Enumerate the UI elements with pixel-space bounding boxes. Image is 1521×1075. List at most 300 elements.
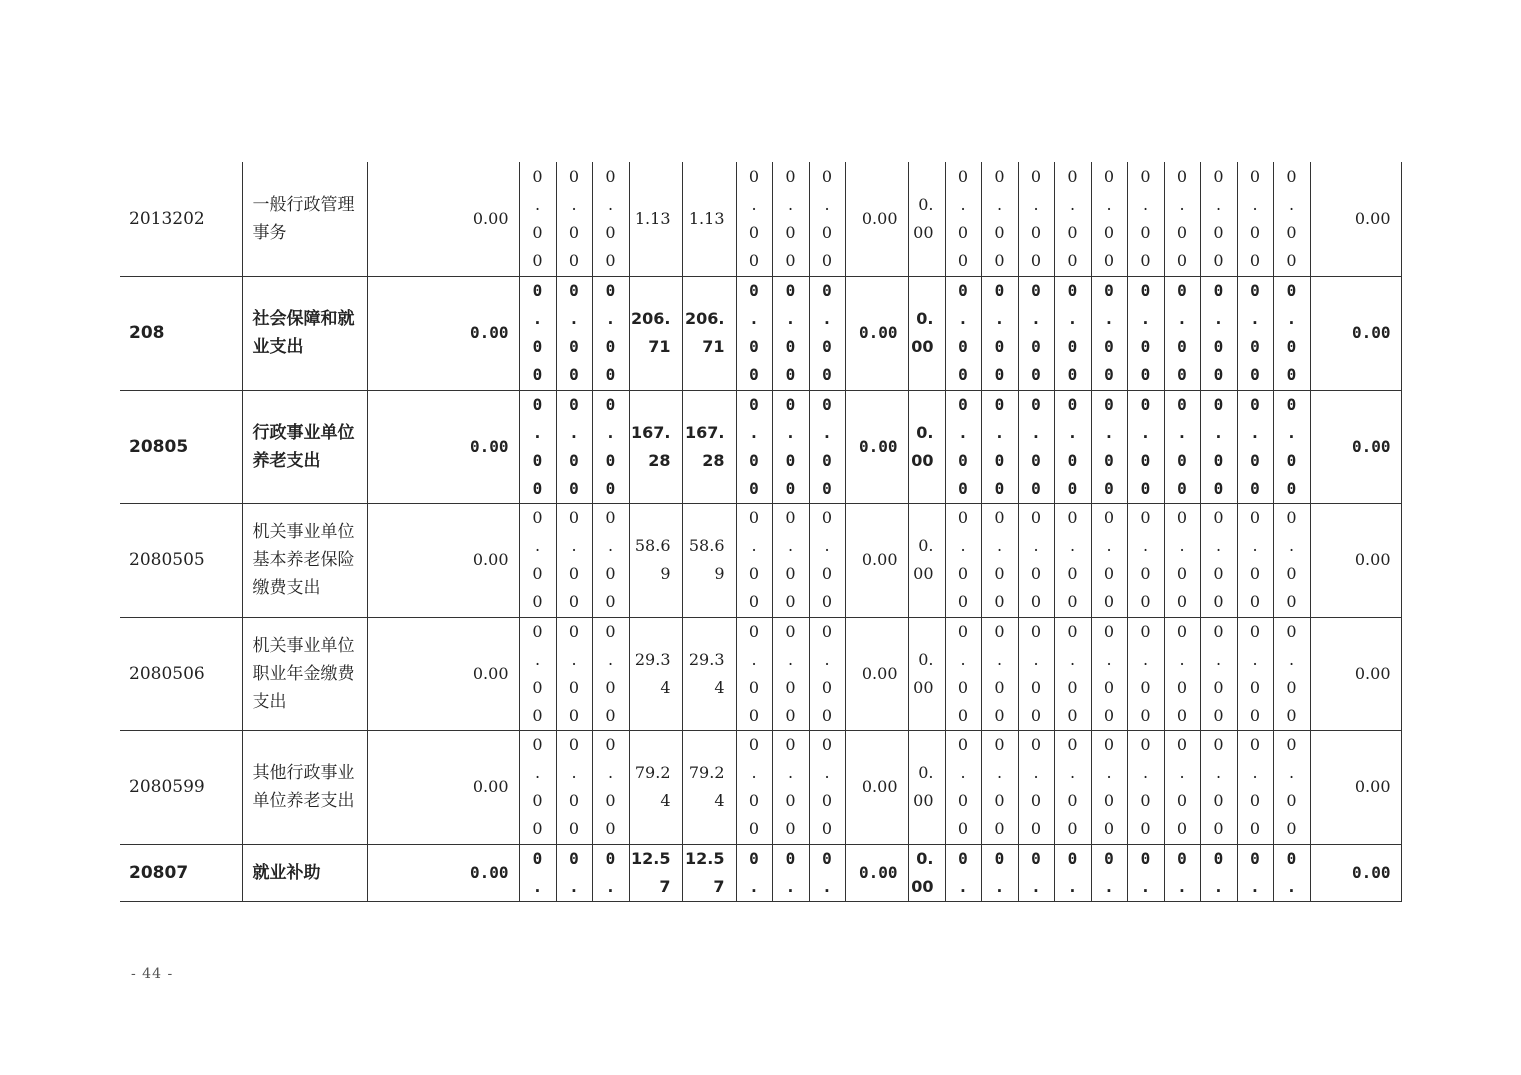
digit-char: 0 bbox=[1140, 791, 1151, 810]
amount-cell: 29.34 bbox=[629, 617, 682, 730]
zero-cell bbox=[736, 730, 772, 844]
total-cell: 0.00 bbox=[1310, 730, 1401, 844]
digit-char: . bbox=[960, 194, 966, 214]
digit-stack bbox=[773, 618, 809, 730]
digit-char: 0 bbox=[1286, 621, 1297, 641]
digit-char: 0 bbox=[822, 394, 832, 414]
digit-stack bbox=[1019, 163, 1054, 275]
amount-cell: 0.00 bbox=[367, 390, 519, 503]
digit-char: 0 bbox=[785, 735, 796, 754]
digit-char: 0 bbox=[1176, 222, 1188, 242]
digit-char: 0 bbox=[1103, 508, 1115, 527]
zero-cell bbox=[1164, 276, 1200, 390]
digit-char: 0 bbox=[1031, 365, 1041, 384]
digit-char: . bbox=[605, 309, 616, 328]
digit-char: 0 bbox=[1067, 365, 1078, 384]
zero-cell bbox=[772, 162, 809, 276]
table-row bbox=[120, 390, 1401, 503]
amount-cell: 0.00 bbox=[367, 503, 519, 617]
digit-char: 0 bbox=[605, 478, 616, 498]
digit-char: 0 bbox=[1140, 394, 1151, 414]
digit-char: 0 bbox=[569, 450, 579, 470]
amount-cell: 0.00 bbox=[908, 390, 945, 503]
digit-char: 0 bbox=[1249, 735, 1261, 754]
zero-cell bbox=[1164, 503, 1200, 617]
zero-cell bbox=[1091, 276, 1127, 390]
digit-char: 0 bbox=[1249, 705, 1261, 725]
zero-cell bbox=[945, 276, 981, 390]
digit-stack bbox=[810, 504, 845, 616]
digit-char: . bbox=[534, 649, 541, 669]
digit-char: 0 bbox=[1031, 848, 1041, 868]
digit-char: . bbox=[1288, 763, 1295, 782]
digit-char: 0 bbox=[1286, 281, 1297, 300]
zero-cell bbox=[772, 390, 809, 503]
amount-cell: 0.00 bbox=[845, 162, 908, 276]
digit-char: 0 bbox=[1286, 705, 1297, 725]
digit-char: 0 bbox=[958, 394, 968, 414]
digit-stack bbox=[982, 618, 1018, 730]
digit-char: 0 bbox=[605, 592, 616, 611]
digit-char: 0 bbox=[785, 677, 796, 697]
digit-char: 0 bbox=[568, 592, 580, 611]
digit-char: 0 bbox=[1067, 621, 1078, 641]
digit-stack bbox=[1238, 277, 1273, 389]
digit-stack bbox=[1238, 731, 1273, 843]
digit-char: 0 bbox=[994, 621, 1005, 641]
digit-char: 0 bbox=[568, 677, 580, 697]
digit-char: . bbox=[785, 876, 796, 896]
digit-char: 0 bbox=[568, 508, 580, 527]
digit-char: 0 bbox=[958, 365, 968, 384]
digit-char: . bbox=[1179, 763, 1185, 782]
digit-char: . bbox=[534, 763, 541, 782]
zero-cell bbox=[1054, 617, 1091, 730]
zero-cell bbox=[736, 617, 772, 730]
zero-cell bbox=[772, 730, 809, 844]
digit-char: . bbox=[605, 876, 616, 896]
digit-stack bbox=[1274, 391, 1310, 503]
digit-stack bbox=[773, 163, 809, 275]
digit-char: 0 bbox=[605, 705, 616, 725]
digit-stack bbox=[773, 504, 809, 616]
zero-cell bbox=[1091, 844, 1127, 901]
digit-char: . bbox=[958, 309, 968, 328]
digit-char: 0 bbox=[1104, 281, 1114, 300]
digit-stack bbox=[946, 391, 981, 503]
amount-cell: 79.24 bbox=[629, 730, 682, 844]
digit-stack bbox=[946, 618, 981, 730]
digit-char: . bbox=[1177, 422, 1187, 442]
digit-stack bbox=[982, 391, 1018, 503]
digit-stack bbox=[593, 163, 629, 275]
digit-char: 0 bbox=[1286, 677, 1297, 697]
digit-stack bbox=[1128, 391, 1164, 503]
digit-char: . bbox=[1069, 763, 1076, 782]
row-code: 20807 bbox=[120, 844, 242, 901]
digit-char: 0 bbox=[994, 394, 1005, 414]
digit-char: 0 bbox=[1067, 677, 1078, 697]
digit-char: . bbox=[1213, 876, 1224, 896]
digit-char: 0 bbox=[1140, 337, 1151, 356]
digit-stack bbox=[1019, 504, 1054, 616]
digit-char: 0 bbox=[785, 592, 796, 611]
digit-char: 0 bbox=[1213, 394, 1224, 414]
digit-char: 0 bbox=[1030, 250, 1042, 270]
digit-char: . bbox=[1106, 649, 1112, 669]
total-cell: 0.00 bbox=[1310, 162, 1401, 276]
digit-stack bbox=[557, 618, 592, 730]
zero-cell bbox=[1273, 390, 1310, 503]
digit-char: 0 bbox=[568, 735, 580, 754]
digit-stack bbox=[1092, 504, 1127, 616]
amount-cell: 167.28 bbox=[629, 390, 682, 503]
digit-char: . bbox=[1288, 536, 1295, 555]
digit-stack bbox=[1019, 731, 1054, 843]
digit-stack bbox=[557, 845, 592, 901]
digit-stack bbox=[737, 731, 772, 843]
zero-cell bbox=[519, 390, 556, 503]
digit-char: 0 bbox=[605, 450, 616, 470]
digit-char: 0 bbox=[1249, 166, 1261, 186]
digit-char: 0 bbox=[994, 222, 1005, 242]
digit-stack bbox=[1165, 504, 1200, 616]
zero-cell bbox=[809, 162, 845, 276]
zero-cell bbox=[981, 730, 1018, 844]
digit-char: . bbox=[958, 876, 968, 896]
digit-stack bbox=[557, 504, 592, 616]
digit-char: . bbox=[1033, 763, 1039, 782]
digit-char: . bbox=[787, 194, 794, 214]
digit-char: . bbox=[1252, 763, 1258, 782]
digit-stack bbox=[1274, 731, 1310, 843]
row-name-text: 机关事业单位基本养老保险缴费支出 bbox=[252, 522, 355, 598]
digit-char: 0 bbox=[1213, 365, 1224, 384]
zero-cell bbox=[1018, 730, 1054, 844]
digit-stack bbox=[1128, 277, 1164, 389]
digit-char: 0 bbox=[1176, 592, 1188, 611]
digit-char: 0 bbox=[957, 166, 969, 186]
digit-char: 0 bbox=[749, 848, 759, 868]
page-number: - 44 - bbox=[131, 966, 174, 982]
digit-stack bbox=[737, 845, 772, 901]
digit-char: 0 bbox=[1067, 281, 1078, 300]
digit-stack bbox=[946, 277, 981, 389]
digit-char: 0 bbox=[748, 621, 760, 641]
digit-char: 0 bbox=[785, 337, 796, 356]
zero-cell bbox=[736, 844, 772, 901]
digit-stack bbox=[1165, 391, 1200, 503]
digit-stack bbox=[737, 391, 772, 503]
digit-char: 0 bbox=[748, 735, 760, 754]
digit-char: . bbox=[749, 876, 759, 896]
digit-char: 0 bbox=[749, 394, 759, 414]
digit-char: 0 bbox=[1030, 677, 1042, 697]
digit-char: 0 bbox=[748, 222, 760, 242]
digit-char: 0 bbox=[1286, 735, 1297, 754]
zero-cell bbox=[1018, 503, 1054, 617]
amount-cell: 12.57 bbox=[682, 844, 736, 901]
digit-char: 0 bbox=[1067, 222, 1078, 242]
digit-char: . bbox=[785, 422, 796, 442]
digit-stack bbox=[810, 845, 845, 901]
digit-char: . bbox=[960, 649, 966, 669]
digit-char: 0 bbox=[748, 508, 760, 527]
zero-cell bbox=[519, 844, 556, 901]
digit-char: 0 bbox=[605, 735, 616, 754]
digit-char: 0 bbox=[605, 848, 616, 868]
digit-char: . bbox=[1142, 649, 1149, 669]
digit-char: 0 bbox=[1176, 508, 1188, 527]
digit-char: 0 bbox=[1140, 621, 1151, 641]
digit-char: 0 bbox=[568, 564, 580, 583]
digit-char: 0 bbox=[994, 478, 1005, 498]
digit-char: . bbox=[1142, 194, 1149, 214]
digit-char: 0 bbox=[1030, 508, 1042, 527]
zero-cell bbox=[1091, 162, 1127, 276]
digit-stack bbox=[982, 277, 1018, 389]
digit-char: . bbox=[1069, 536, 1076, 555]
digit-char: 0 bbox=[1140, 592, 1151, 611]
zero-cell bbox=[772, 844, 809, 901]
digit-char: . bbox=[1140, 309, 1151, 328]
digit-stack bbox=[1128, 731, 1164, 843]
digit-char: 0 bbox=[994, 705, 1005, 725]
digit-char: 0 bbox=[1250, 281, 1260, 300]
digit-stack bbox=[520, 845, 556, 901]
digit-char: 0 bbox=[1104, 450, 1114, 470]
digit-char: 0 bbox=[1140, 735, 1151, 754]
digit-char: 0 bbox=[1213, 621, 1224, 641]
digit-char: 0 bbox=[532, 819, 543, 838]
digit-char: 0 bbox=[605, 365, 616, 384]
row-code: 2080505 bbox=[120, 503, 242, 617]
digit-char: 0 bbox=[1104, 394, 1114, 414]
zero-cell bbox=[809, 503, 845, 617]
digit-char: 0 bbox=[1140, 819, 1151, 838]
digit-char: 0 bbox=[748, 819, 760, 838]
digit-stack bbox=[946, 163, 981, 275]
zero-cell bbox=[736, 162, 772, 276]
digit-char: 0 bbox=[749, 281, 759, 300]
zero-cell bbox=[736, 503, 772, 617]
digit-stack bbox=[593, 391, 629, 503]
total-cell: 0.00 bbox=[1310, 503, 1401, 617]
amount-cell: 58.69 bbox=[682, 503, 736, 617]
digit-char: 0 bbox=[1140, 250, 1151, 270]
digit-char: 0 bbox=[1030, 705, 1042, 725]
digit-char: 0 bbox=[785, 166, 796, 186]
digit-stack bbox=[1274, 163, 1310, 275]
digit-char: . bbox=[1031, 309, 1041, 328]
digit-char: 0 bbox=[1104, 478, 1114, 498]
digit-char: . bbox=[749, 422, 759, 442]
zero-cell bbox=[736, 390, 772, 503]
zero-cell bbox=[1273, 617, 1310, 730]
digit-stack bbox=[1238, 845, 1273, 901]
amount-cell: 0.00 bbox=[908, 162, 945, 276]
digit-char: 0 bbox=[1250, 478, 1260, 498]
digit-char: 0 bbox=[532, 848, 543, 868]
zero-cell bbox=[519, 617, 556, 730]
digit-char: 0 bbox=[1177, 394, 1187, 414]
digit-char: 0 bbox=[994, 735, 1005, 754]
digit-char: 0 bbox=[1213, 791, 1224, 810]
zero-cell bbox=[1200, 390, 1237, 503]
digit-char: 0 bbox=[1286, 222, 1297, 242]
digit-char: 0 bbox=[1286, 791, 1297, 810]
digit-char: 0 bbox=[1250, 848, 1260, 868]
digit-char: 0 bbox=[958, 478, 968, 498]
digit-char: . bbox=[996, 649, 1003, 669]
zero-cell bbox=[519, 730, 556, 844]
zero-cell bbox=[981, 390, 1018, 503]
digit-char: 0 bbox=[1140, 564, 1151, 583]
digit-char: 0 bbox=[821, 705, 833, 725]
table-row bbox=[120, 844, 1401, 901]
zero-cell bbox=[556, 844, 592, 901]
digit-char: 0 bbox=[1067, 450, 1078, 470]
digit-stack bbox=[520, 504, 556, 616]
zero-cell bbox=[1237, 162, 1273, 276]
digit-stack bbox=[520, 731, 556, 843]
zero-cell bbox=[809, 390, 845, 503]
digit-char: . bbox=[1215, 194, 1222, 214]
digit-char: 0 bbox=[569, 394, 579, 414]
digit-char: 0 bbox=[785, 222, 796, 242]
digit-stack bbox=[810, 618, 845, 730]
amount-cell: 1.13 bbox=[629, 162, 682, 276]
zero-cell bbox=[945, 844, 981, 901]
digit-char: . bbox=[787, 536, 794, 555]
digit-char: 0 bbox=[994, 592, 1005, 611]
digit-char: . bbox=[1252, 649, 1258, 669]
amount-cell: 58.69 bbox=[629, 503, 682, 617]
digit-char: 0 bbox=[605, 564, 616, 583]
digit-char: 0 bbox=[785, 705, 796, 725]
digit-stack bbox=[1165, 845, 1200, 901]
digit-stack bbox=[1238, 391, 1273, 503]
amount-cell: 0.00 bbox=[367, 162, 519, 276]
digit-char: 0 bbox=[1067, 337, 1078, 356]
digit-char: 0 bbox=[1177, 478, 1187, 498]
table-row bbox=[120, 730, 1401, 844]
digit-char: 0 bbox=[1140, 281, 1151, 300]
digit-char: 0 bbox=[994, 791, 1005, 810]
digit-char: 0 bbox=[1140, 508, 1151, 527]
zero-cell bbox=[1164, 390, 1200, 503]
digit-char: . bbox=[1177, 309, 1187, 328]
digit-char: 0 bbox=[1213, 819, 1224, 838]
digit-stack bbox=[520, 277, 556, 389]
digit-char: 0 bbox=[958, 450, 968, 470]
digit-char: . bbox=[996, 194, 1003, 214]
digit-char: 0 bbox=[1067, 478, 1078, 498]
digit-char: 0 bbox=[994, 450, 1005, 470]
digit-char: 0 bbox=[532, 394, 543, 414]
amount-cell: 0.00 bbox=[908, 730, 945, 844]
row-code: 2080599 bbox=[120, 730, 242, 844]
zero-cell bbox=[1200, 162, 1237, 276]
zero-cell bbox=[1127, 276, 1164, 390]
zero-cell bbox=[556, 162, 592, 276]
digit-char: 0 bbox=[1030, 621, 1042, 641]
digit-char: . bbox=[1286, 422, 1297, 442]
digit-char: . bbox=[960, 536, 966, 555]
zero-cell bbox=[945, 730, 981, 844]
digit-char: . bbox=[605, 422, 616, 442]
row-code: 20805 bbox=[120, 390, 242, 503]
zero-cell bbox=[1200, 617, 1237, 730]
digit-char: 0 bbox=[568, 791, 580, 810]
digit-char: 0 bbox=[957, 677, 969, 697]
digit-char: 0 bbox=[957, 621, 969, 641]
digit-char: . bbox=[1069, 649, 1076, 669]
zero-cell bbox=[981, 844, 1018, 901]
digit-stack bbox=[1019, 277, 1054, 389]
zero-cell bbox=[556, 503, 592, 617]
row-name bbox=[242, 276, 367, 390]
digit-char: 0 bbox=[569, 478, 579, 498]
zero-cell bbox=[1091, 503, 1127, 617]
digit-char: . bbox=[1288, 194, 1295, 214]
zero-cell bbox=[736, 276, 772, 390]
digit-stack bbox=[773, 277, 809, 389]
digit-stack bbox=[737, 163, 772, 275]
digit-stack bbox=[982, 504, 1018, 616]
amount-cell: 12.57 bbox=[629, 844, 682, 901]
zero-cell bbox=[1164, 844, 1200, 901]
zero-cell bbox=[1273, 503, 1310, 617]
digit-char: 0 bbox=[532, 592, 543, 611]
digit-char: . bbox=[607, 763, 614, 782]
amount-cell: 0.00 bbox=[845, 503, 908, 617]
digit-stack bbox=[1055, 731, 1091, 843]
digit-char: . bbox=[1106, 763, 1112, 782]
digit-char: . bbox=[1213, 422, 1224, 442]
digit-char: 0 bbox=[1103, 735, 1115, 754]
digit-stack bbox=[557, 163, 592, 275]
zero-cell bbox=[1237, 276, 1273, 390]
digit-char: 0 bbox=[822, 848, 832, 868]
digit-char: 0 bbox=[785, 791, 796, 810]
digit-char: 0 bbox=[1286, 250, 1297, 270]
zero-cell bbox=[1164, 162, 1200, 276]
digit-char: 0 bbox=[821, 250, 833, 270]
digit-char: 0 bbox=[1030, 166, 1042, 186]
zero-cell bbox=[945, 503, 981, 617]
digit-char: 0 bbox=[1067, 250, 1078, 270]
digit-char: 0 bbox=[1103, 592, 1115, 611]
digit-stack bbox=[557, 391, 592, 503]
row-name bbox=[242, 162, 367, 276]
amount-cell: 0.00 bbox=[908, 844, 945, 901]
digit-char: . bbox=[1252, 194, 1258, 214]
digit-stack bbox=[520, 618, 556, 730]
digit-char: 0 bbox=[785, 621, 796, 641]
digit-char: 0 bbox=[822, 365, 832, 384]
digit-char: . bbox=[1031, 876, 1041, 896]
digit-char: 0 bbox=[1031, 281, 1041, 300]
digit-char: . bbox=[571, 536, 577, 555]
digit-char: 0 bbox=[821, 508, 833, 527]
digit-char: 0 bbox=[569, 281, 579, 300]
digit-char: 0 bbox=[1249, 621, 1261, 641]
zero-cell bbox=[981, 276, 1018, 390]
digit-char: 0 bbox=[785, 250, 796, 270]
zero-cell bbox=[1237, 730, 1273, 844]
zero-cell bbox=[772, 617, 809, 730]
